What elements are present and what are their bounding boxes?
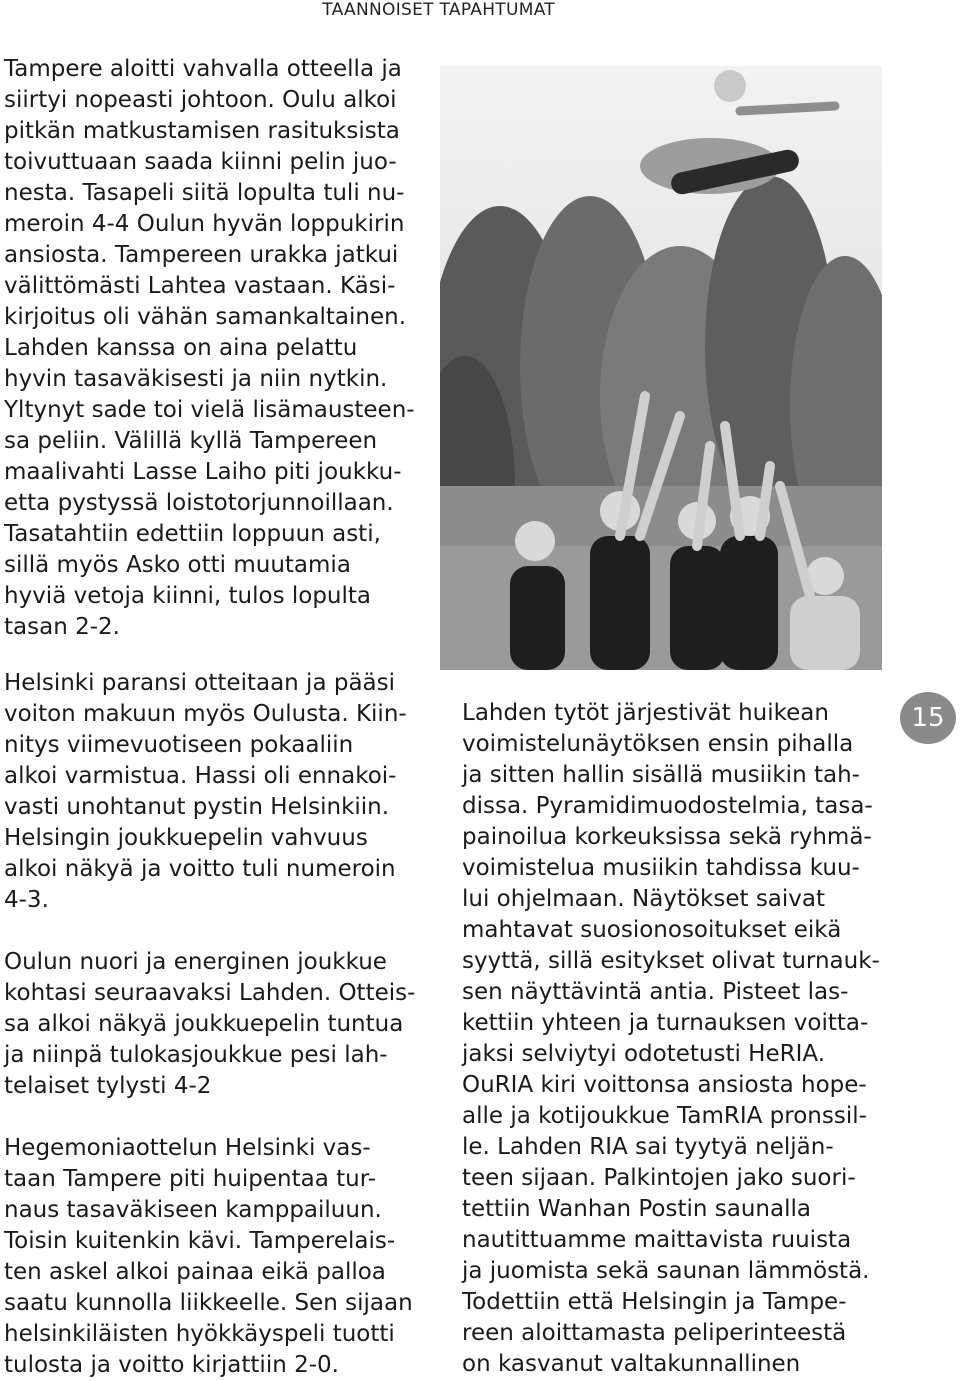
text-line: etta pystyssä loistotorjunnoillaan. — [4, 490, 394, 516]
text-line: kettiin yhteen ja turnauksen voitta- — [462, 1010, 869, 1036]
text-line: lui ohjelmaan. Näytökset saivat — [462, 886, 826, 912]
text-line: Hegemoniaottelun Helsinki vas- — [4, 1135, 371, 1161]
cheerleading-photo-image — [440, 66, 882, 670]
text-line: meroin 4-4 Oulun hyvän loppukirin — [4, 211, 405, 237]
section-header: TAANNOISET TAPAHTUMAT — [322, 0, 555, 20]
text-line: ja juomista sekä saunan lämmöstä. — [462, 1258, 870, 1284]
text-line: sen näyttävintä antia. Pisteet las- — [462, 979, 849, 1005]
text-line: Toisin kuitenkin kävi. Tamperelais- — [4, 1228, 396, 1254]
paragraph-tampere-games — [4, 54, 424, 643]
text-line: telaiset tylysti 4-2 — [4, 1073, 212, 1099]
text-line: voimistelua musiikin tahdissa kuu- — [462, 855, 860, 881]
text-line: le. Lahden RIA sai tyytyä neljän- — [462, 1134, 834, 1160]
text-line: maalivahti Lasse Laiho piti joukku- — [4, 459, 402, 485]
text-line: syyttä, sillä esitykset olivat turnauk- — [462, 948, 880, 974]
text-line: dissa. Pyramidimuodostelmia, tasa- — [462, 793, 873, 819]
article-column-left-top — [4, 54, 424, 643]
text-line: Helsingin joukkuepelin vahvuus — [4, 825, 368, 851]
text-line: ja sitten hallin sisällä musiikin tah- — [462, 762, 860, 788]
text-line: siirtyi nopeasti johtoon. Oulu alkoi — [4, 87, 397, 113]
text-line: tasan 2-2. — [4, 614, 120, 640]
text-line: OuRIA kiri voittonsa ansiosta hope- — [462, 1072, 867, 1098]
text-line: nautittuamme maittavista ruuista — [462, 1227, 852, 1253]
text-line: toivuttuaan saada kiinni pelin juo- — [4, 149, 397, 175]
article-column-right — [462, 698, 892, 1380]
text-line: reen aloittamasta peliperinteestä — [462, 1320, 847, 1346]
text-line: sa peliin. Välillä kyllä Tampereen — [4, 428, 378, 454]
text-line: mahtavat suosionosoitukset eikä — [462, 917, 842, 943]
text-line: sillä myös Asko otti muutamia — [4, 552, 351, 578]
text-line: saatu kunnolla liikkeelle. Sen sijaan — [4, 1290, 413, 1316]
page-number-badge: 15 — [900, 692, 956, 744]
text-line: tettiin Wanhan Postin saunalla — [462, 1196, 811, 1222]
text-line: painoilua korkeuksissa sekä ryhmä- — [462, 824, 872, 850]
text-line: välittömästi Lahtea vastaan. Käsi- — [4, 273, 396, 299]
text-line: Tampere aloitti vahvalla otteella ja — [4, 56, 402, 82]
text-line: 4-3. — [4, 887, 49, 913]
text-line: ten askel alkoi painaa eikä palloa — [4, 1259, 386, 1285]
paragraph-lahti-girls — [462, 698, 892, 1380]
text-line: vasti unohtanut pystin Helsinkiin. — [4, 794, 390, 820]
text-line: nitys viimevuotiseen pokaaliin — [4, 732, 354, 758]
text-line: Lahden kanssa on aina pelattu — [4, 335, 358, 361]
text-line: naus tasaväkiseen kamppailuun. — [4, 1197, 382, 1223]
text-line: taan Tampere piti huipentaa tur- — [4, 1166, 376, 1192]
text-line: hyvin tasaväkisesti ja niin nytkin. — [4, 366, 388, 392]
paragraph-helsinki-oulu — [4, 668, 424, 916]
text-line: on kasvanut valtakunnallinen — [462, 1351, 801, 1377]
text-line: voimistelunäytöksen ensin pihalla — [462, 731, 854, 757]
text-line: Helsinki paransi otteitaan ja pääsi — [4, 670, 396, 696]
text-line: Todettiin että Helsingin ja Tampe- — [462, 1289, 847, 1315]
text-line: teen sijaan. Palkintojen jako suori- — [462, 1165, 856, 1191]
text-line: alle ja kotijoukkue TamRIA pronssil- — [462, 1103, 867, 1129]
paragraph-oulu-lahti — [4, 947, 424, 1102]
paragraph-helsinki-tampere — [4, 1133, 424, 1381]
text-line: tulosta ja voitto kirjattiin 2-0. — [4, 1352, 339, 1378]
text-line: ja niinpä tulokasjoukkue pesi lah- — [4, 1042, 388, 1068]
text-line: ansiosta. Tampereen urakka jatkui — [4, 242, 399, 268]
text-line: Lahden tytöt järjestivät huikean — [462, 700, 829, 726]
text-line: Tasatahtiin edettiin loppuun asti, — [4, 521, 381, 547]
text-line: alkoi varmistua. Hassi oli ennakoi- — [4, 763, 397, 789]
text-line: helsinkiläisten hyökkäyspeli tuotti — [4, 1321, 395, 1347]
text-line: sa alkoi näkyä joukkuepelin tuntua — [4, 1011, 404, 1037]
text-line: voiton makuun myös Oulusta. Kiin- — [4, 701, 407, 727]
text-line: Oulun nuori ja energinen joukkue — [4, 949, 387, 975]
text-line: kirjoitus oli vähän samankaltainen. — [4, 304, 407, 330]
cheerleading-photo — [440, 66, 882, 670]
text-line: hyviä vetoja kiinni, tulos lopulta — [4, 583, 372, 609]
text-line: Yltynyt sade toi vielä lisämausteen- — [4, 397, 415, 423]
article-column-left-bottom — [4, 668, 424, 1381]
text-line: jaksi selviytyi odotetusti HeRIA. — [462, 1041, 826, 1067]
text-line: pitkän matkustamisen rasituksista — [4, 118, 400, 144]
text-line: alkoi näkyä ja voitto tuli numeroin — [4, 856, 396, 882]
text-line: nesta. Tasapeli siitä lopulta tuli nu- — [4, 180, 405, 206]
text-line: kohtasi seuraavaksi Lahden. Otteis- — [4, 980, 416, 1006]
